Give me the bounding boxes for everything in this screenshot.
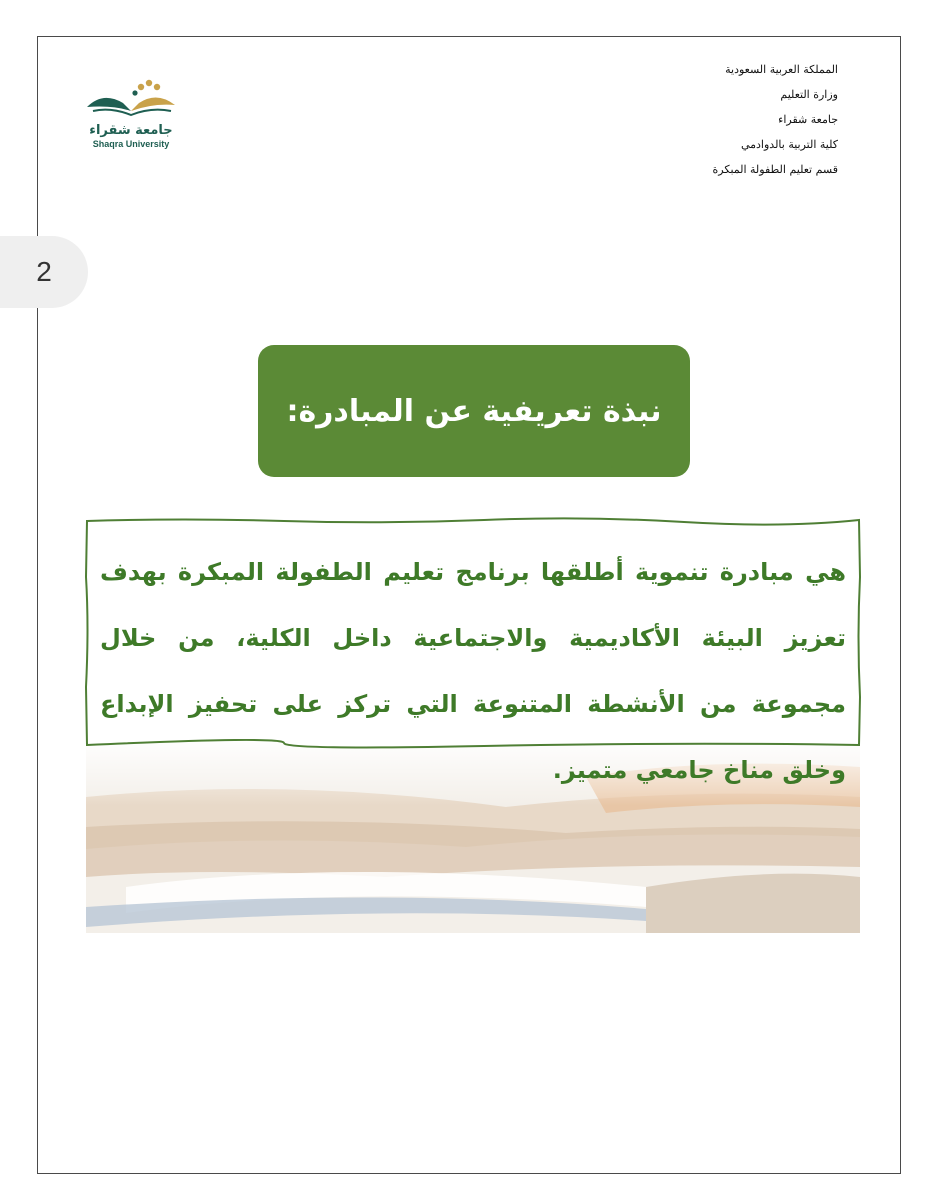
university-logo xyxy=(83,77,179,151)
section-title: نبذة تعريفية عن المبادرة: xyxy=(286,393,662,429)
section-title-box xyxy=(258,345,690,477)
logo-english-wordmark: Shaqra University xyxy=(92,139,170,149)
book-emblem-icon xyxy=(83,77,179,127)
page-number: 2 xyxy=(36,256,52,287)
header-institution-block xyxy=(713,57,838,182)
header-line-ministry: وزارة التعليم xyxy=(780,88,838,101)
logo-arabic-wordmark: جامعة شقراء xyxy=(89,123,173,138)
description-text: هي مبادرة تنموية أطلقها برنامج تعليم الطفولة المبكرة بهدف تعزيز البيئة الأكاديمية والاجتماعية داخل الكلية، من خلال مجموعة من الأنشطة المتنوعة التي تركز على تحفيز الإبداع وخلق مناخ جامعي متميز. xyxy=(100,558,846,784)
description-box xyxy=(84,517,862,784)
header-line-country: المملكة العربية السعودية xyxy=(725,63,838,76)
header-line-university: جامعة شقراء xyxy=(778,113,838,126)
header-line-department: قسم تعليم الطفولة المبكرة xyxy=(712,163,838,176)
page-number-badge xyxy=(0,236,88,308)
header-line-college: كلية التربية بالدوادمي xyxy=(740,138,838,151)
document-page xyxy=(37,36,901,1174)
